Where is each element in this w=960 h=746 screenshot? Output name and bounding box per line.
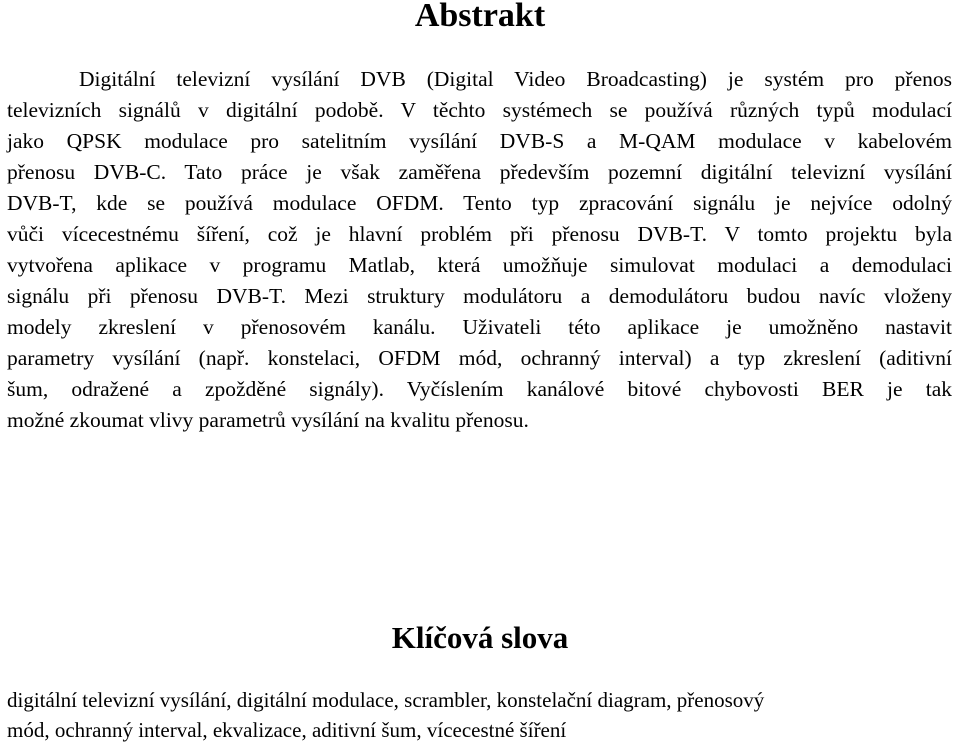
abstract-line: vytvořena aplikace v programu Matlab, která umožňuje simulovat modulaci a demodulaci: [7, 253, 952, 277]
abstract-line: televizních signálů v digitální podobě. V těchto systémech se používá různých typů modulací: [7, 98, 952, 122]
keywords-paragraph: [7, 685, 952, 745]
abstract-line: šum, odražené a zpožděné signály). Vyčíslením kanálové bitové chybovosti BER je tak: [7, 377, 952, 401]
abstract-line: Digitální televizní vysílání DVB (Digital Video Broadcasting) je systém pro přenos: [79, 67, 952, 91]
abstract-line: parametry vysílání (např. konstelaci, OFDM mód, ochranný interval) a typ zkreslení (aditivní: [7, 346, 952, 370]
keywords-line: digitální televizní vysílání, digitální modulace, scrambler, konstelační diagram, přenosový: [7, 688, 765, 712]
abstract-line: jako QPSK modulace pro satelitním vysílání DVB-S a M-QAM modulace v kabelovém: [7, 129, 952, 153]
abstract-heading: Abstrakt: [414, 0, 546, 34]
abstract-line: DVB-T, kde se používá modulace OFDM. Tento typ zpracování signálu je nejvíce odolný: [7, 191, 952, 215]
abstract-line: signálu při přenosu DVB-T. Mezi struktury modulátoru a demodulátoru budou navíc vloženy: [7, 284, 952, 308]
abstract-line: vůči vícecestnému šíření, což je hlavní problém při přenosu DVB-T. V tomto projektu byla: [7, 222, 952, 246]
abstract-line: modely zkreslení v přenosovém kanálu. Uživateli této aplikace je umožněno nastavit: [7, 315, 952, 339]
abstract-line: možné zkoumat vlivy parametrů vysílání na kvalitu přenosu.: [7, 408, 529, 432]
keywords-line: mód, ochranný interval, ekvalizace, aditivní šum, vícecestné šíření: [7, 718, 567, 742]
keywords-heading: Klíčová slova: [391, 620, 569, 655]
abstract-paragraph: [7, 64, 952, 436]
abstract-line: přenosu DVB-C. Tato práce je však zaměřena především pozemní digitální televizní vysílání: [7, 160, 952, 184]
